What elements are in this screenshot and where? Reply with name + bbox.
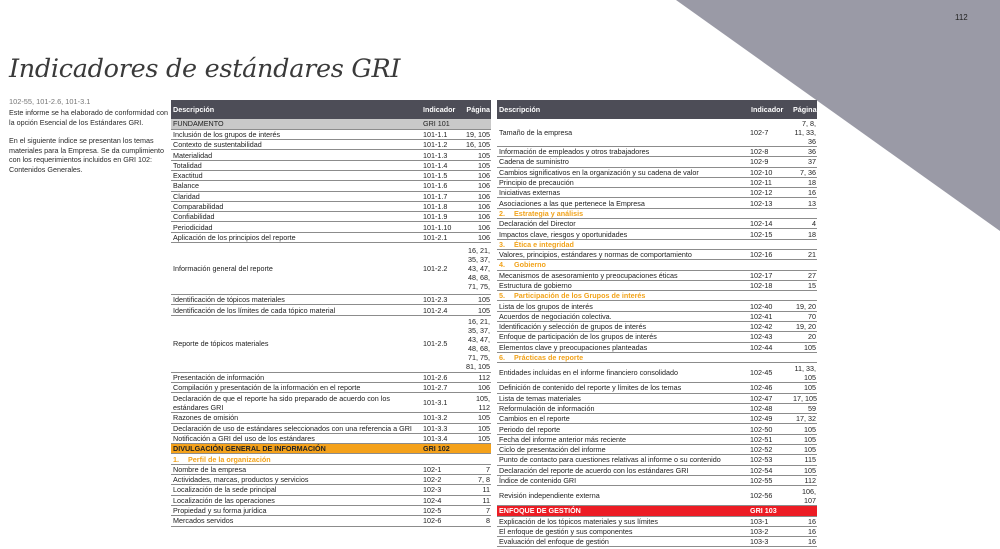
- cell-page: 13: [791, 198, 817, 208]
- cell-description: Reformulación de información: [497, 403, 749, 413]
- cell-indicator: 102-40: [749, 301, 791, 311]
- table-row: [497, 147, 817, 157]
- cell-indicator: 102-9: [749, 157, 791, 167]
- cell-page: [463, 119, 491, 129]
- cell-indicator: 102-52: [749, 445, 791, 455]
- cell-page: 11: [463, 485, 491, 495]
- cell-page: 105: [791, 434, 817, 444]
- cell-page: 105: [463, 413, 491, 423]
- subsection-label: Estrategia y análisis: [514, 208, 584, 218]
- table-row: [171, 475, 491, 485]
- cell-page: [791, 506, 817, 516]
- header-page: Página: [463, 100, 491, 119]
- cell-page: 105: [791, 342, 817, 352]
- table-row: [497, 414, 817, 424]
- subsection-row: [171, 454, 491, 464]
- table-row: [171, 495, 491, 505]
- table-row: [171, 222, 491, 232]
- cell-page: 105: [463, 160, 491, 170]
- cell-description: Índice de contenido GRI: [497, 475, 749, 485]
- table-row: [171, 170, 491, 180]
- cell-indicator: 101-1.7: [421, 191, 463, 201]
- cell-indicator: GRI 102: [421, 444, 463, 454]
- cell-description: Acuerdos de negociación colectiva.: [497, 311, 749, 321]
- table-row: [497, 301, 817, 311]
- cell-indicator: 102-17: [749, 270, 791, 280]
- cell-page: 19, 20: [791, 322, 817, 332]
- subsection-row: [497, 260, 817, 270]
- cell-indicator: 102-3: [421, 485, 463, 495]
- header-page: Página: [791, 100, 817, 119]
- cell-description: Declaración del Director: [497, 219, 749, 229]
- cell-page: 70: [791, 311, 817, 321]
- table-row: [171, 181, 491, 191]
- page-number: 112: [955, 13, 968, 22]
- subsection-label: Ética e integridad: [514, 239, 574, 249]
- table-row: [497, 526, 817, 536]
- section-row: [497, 506, 817, 516]
- cell-indicator: 103-1: [749, 516, 791, 526]
- cell-page: 106, 107: [791, 486, 817, 506]
- cell-description: Cambios significativos en la organización y su cadena de valor: [497, 167, 749, 177]
- subsection-label: Participación de los Grupos de interés: [514, 291, 646, 301]
- cell-page: 17, 105: [793, 393, 817, 403]
- cell-description: DIVULGACIÓN GENERAL DE INFORMACIÓN: [171, 444, 421, 454]
- table-row: [171, 295, 491, 305]
- cell-description: Totalidad: [171, 160, 421, 170]
- cell-description: Contexto de sustentabilidad: [171, 140, 421, 150]
- cell-description: Notificación a GRI del uso de los estándares: [171, 433, 421, 443]
- cell-page: 106: [463, 232, 491, 242]
- cell-indicator: 101-1.5: [421, 170, 463, 180]
- cell-description: Claridad: [171, 191, 421, 201]
- cell-page: 106: [463, 382, 491, 392]
- table-row: [497, 219, 817, 229]
- cell-description: El enfoque de gestión y sus componentes: [497, 526, 749, 536]
- cell-description: Balance: [171, 181, 421, 191]
- table-row: [497, 424, 817, 434]
- cell-description: Explicación de los tópicos materiales y sus límites: [497, 516, 749, 526]
- cell-indicator: 102-56: [749, 486, 791, 506]
- cell-description: Asociaciones a las que pertenece la Empresa: [497, 198, 749, 208]
- cell-page: 27: [791, 270, 817, 280]
- subsection-number: 2.: [499, 208, 505, 218]
- cell-indicator: 102-44: [749, 342, 791, 352]
- cell-description: Aplicación de los principios del reporte: [171, 232, 421, 242]
- table-row: [497, 177, 817, 187]
- cell-indicator: 102-15: [749, 229, 791, 239]
- cell-page: 19, 20: [791, 301, 817, 311]
- cell-page: 7, 8: [463, 475, 491, 485]
- table-row: [497, 445, 817, 455]
- cell-indicator: 102-5: [421, 505, 463, 515]
- table-row: [497, 198, 817, 208]
- table-row: [497, 249, 817, 259]
- cell-description: Elementos clave y preocupaciones planteadas: [497, 342, 749, 352]
- header-indicator: Indicador: [749, 100, 791, 119]
- table-row: [497, 270, 817, 280]
- table-row: [497, 455, 817, 465]
- table-header: [497, 100, 817, 119]
- cell-indicator: 102-13: [749, 198, 791, 208]
- cell-description: Principio de precaución: [497, 177, 749, 187]
- cell-page: 16: [791, 516, 817, 526]
- cell-description: Impactos clave, riesgos y oportunidades: [497, 229, 749, 239]
- cell-indicator: 101-1.6: [421, 181, 463, 191]
- subsection-row: [497, 208, 817, 218]
- table-row: [497, 363, 817, 383]
- cell-indicator: 102-54: [749, 465, 791, 475]
- subsection-row: [497, 291, 817, 301]
- table-row: [171, 372, 491, 382]
- table-row: [171, 129, 491, 139]
- header-description: Descripción: [171, 100, 421, 119]
- table-row: [497, 403, 817, 413]
- cell-page: 106: [463, 170, 491, 180]
- cell-page: 20: [791, 332, 817, 342]
- table-row: [497, 486, 817, 506]
- cell-indicator: 101-2.7: [421, 382, 463, 392]
- cell-description: Entidades incluidas en el informe financiero consolidado: [497, 363, 749, 383]
- table-row: [171, 505, 491, 515]
- table-row: [171, 160, 491, 170]
- cell-indicator: 102-55: [749, 475, 791, 485]
- subsection-number: 4.: [499, 260, 505, 270]
- subsection-row: [497, 352, 817, 362]
- cell-indicator: 102-10: [749, 167, 791, 177]
- cell-page: 106: [463, 191, 491, 201]
- cell-indicator: 101-3.2: [421, 413, 463, 423]
- cell-indicator: GRI 103: [749, 506, 791, 516]
- cell-indicator: 102-47: [749, 393, 791, 403]
- subsection-label: Perfil de la organización: [188, 454, 271, 464]
- gri-index-table-right: [497, 100, 817, 547]
- cell-description: Tamaño de la empresa: [497, 119, 749, 147]
- cell-indicator: 101-1.9: [421, 212, 463, 222]
- cell-page: 106: [463, 212, 491, 222]
- cell-page: 59: [791, 403, 817, 413]
- cell-indicator: 102-51: [749, 434, 791, 444]
- table-row: [497, 280, 817, 290]
- cell-description: Cadena de suministro: [497, 157, 749, 167]
- cell-description: Fecha del informe anterior más reciente: [497, 434, 749, 444]
- cell-description: Actividades, marcas, productos y servicios: [171, 475, 421, 485]
- cell-description: Cambios en el reporte: [497, 414, 749, 424]
- subsection-row: [497, 239, 817, 249]
- cell-description: Revisión independiente externa: [497, 486, 749, 506]
- cell-indicator: 102-43: [749, 332, 791, 342]
- cell-indicator: 102-12: [749, 188, 791, 198]
- cell-description: Comparabilidad: [171, 201, 421, 211]
- cell-description: Nombre de la empresa: [171, 464, 421, 474]
- cell-page: [463, 444, 491, 454]
- cell-description: Identificación de tópicos materiales: [171, 295, 421, 305]
- cell-page: 112: [463, 372, 491, 382]
- subsection-title: [497, 260, 817, 270]
- table-row: [171, 305, 491, 315]
- cell-page: 17, 32: [791, 414, 817, 424]
- cell-description: Periodicidad: [171, 222, 421, 232]
- cell-page: 16, 21, 35, 37, 43, 47, 48, 68, 71, 75, 81, 105: [463, 315, 491, 372]
- cell-description: Iniciativas externas: [497, 188, 749, 198]
- cell-page: 11: [463, 495, 491, 505]
- cell-page: 7: [463, 464, 491, 474]
- cell-indicator: 102-2: [421, 475, 463, 485]
- table-row: [497, 434, 817, 444]
- cell-page: 16, 21, 35, 37, 43, 47, 48, 68, 71, 75,: [463, 243, 491, 295]
- cell-indicator: 102-50: [749, 424, 791, 434]
- subsection-title: [497, 208, 817, 218]
- table-row: [497, 383, 817, 393]
- cell-page: 21: [791, 249, 817, 259]
- table-row: [497, 157, 817, 167]
- table-row: [171, 464, 491, 474]
- cell-description: Inclusión de los grupos de interés: [171, 129, 421, 139]
- table-row: [171, 516, 491, 526]
- cell-indicator: 101-2.4: [421, 305, 463, 315]
- cell-page: 11, 33, 105: [791, 363, 817, 383]
- subsection-number: 5.: [499, 291, 505, 301]
- subsection-number: 3.: [499, 239, 505, 249]
- table-row: [171, 393, 491, 413]
- cell-description: FUNDAMENTO: [171, 119, 421, 129]
- table-row: [497, 229, 817, 239]
- cell-page: 7, 8, 11, 33, 36: [791, 119, 817, 147]
- cell-page: 105: [463, 150, 491, 160]
- cell-indicator: 101-2.6: [421, 372, 463, 382]
- table-row: [171, 212, 491, 222]
- cell-indicator: 101-3.4: [421, 433, 463, 443]
- cell-page: 7: [463, 505, 491, 515]
- table-row: [497, 342, 817, 352]
- section-row: [171, 119, 491, 129]
- cell-indicator: 101-1.4: [421, 160, 463, 170]
- cell-page: 8: [463, 516, 491, 526]
- table-row: [171, 433, 491, 443]
- cell-indicator: 102-53: [749, 455, 791, 465]
- cell-indicator: 102-46: [749, 383, 791, 393]
- cell-indicator: 102-42: [749, 322, 791, 332]
- gri-codes: 102-55, 101-2.6, 101-3.1: [9, 97, 91, 106]
- table-row: [497, 311, 817, 321]
- cell-page: 18: [791, 229, 817, 239]
- cell-indicator: 102-6: [421, 516, 463, 526]
- cell-description: Confiabilidad: [171, 212, 421, 222]
- table-row: [171, 413, 491, 423]
- cell-page: 19, 105: [463, 129, 491, 139]
- cell-indicator: 102-16: [749, 249, 791, 259]
- gri-index-table-left: [171, 100, 491, 527]
- cell-description: Estructura de gobierno: [497, 280, 749, 290]
- cell-page: 105: [791, 445, 817, 455]
- cell-page: 16: [791, 526, 817, 536]
- cell-indicator: 102-14: [749, 219, 791, 229]
- subsection-title: [497, 239, 817, 249]
- cell-description: Localización de las operaciones: [171, 495, 421, 505]
- cell-page: 105: [791, 424, 817, 434]
- cell-description: Lista de los grupos de interés: [497, 301, 749, 311]
- subsection-label: Gobierno: [514, 260, 546, 270]
- intro-paragraph: En el siguiente índice se presentan los temas materiales para la Empresa. Se da cumplimiento con los requerimientos incluidos en GRI 102: Contenidos Generales.: [9, 136, 165, 174]
- cell-description: Identificación y selección de grupos de interés: [497, 322, 749, 332]
- subsection-title: [171, 454, 491, 464]
- cell-description: Definición de contenido del reporte y límites de los temas: [497, 383, 749, 393]
- cell-indicator: 101-1.10: [421, 222, 463, 232]
- cell-description: Lista de temas materiales: [497, 393, 749, 403]
- cell-page: 37: [791, 157, 817, 167]
- cell-indicator: 101-1.8: [421, 201, 463, 211]
- table-row: [171, 150, 491, 160]
- cell-description: Evaluación del enfoque de gestión: [497, 537, 749, 547]
- table-row: [171, 423, 491, 433]
- cell-description: Declaración del reporte de acuerdo con los estándares GRI: [497, 465, 749, 475]
- cell-indicator: 102-7: [749, 119, 791, 147]
- cell-description: Materialidad: [171, 150, 421, 160]
- cell-indicator: 102-4: [421, 495, 463, 505]
- cell-indicator: 101-2.1: [421, 232, 463, 242]
- cell-description: Valores, principios, estándares y normas de comportamiento: [497, 249, 749, 259]
- intro-paragraph: Este informe se ha elaborado de conformidad con la opción Esencial de los Estándares GRI.: [9, 108, 169, 127]
- cell-page: 106: [463, 201, 491, 211]
- subsection-number: 6.: [499, 353, 505, 363]
- cell-description: Exactitud: [171, 170, 421, 180]
- cell-page: 112: [791, 475, 817, 485]
- cell-page: 105: [463, 423, 491, 433]
- cell-indicator: 101-2.5: [421, 315, 463, 372]
- cell-description: Periodo del reporte: [497, 424, 749, 434]
- cell-indicator: 101-2.2: [421, 243, 463, 295]
- cell-page: 105: [791, 465, 817, 475]
- table-row: [171, 201, 491, 211]
- cell-description: Compilación y presentación de la información en el reporte: [171, 382, 421, 392]
- cell-page: 36: [791, 147, 817, 157]
- cell-page: 105: [463, 305, 491, 315]
- header-description: Descripción: [497, 100, 749, 119]
- cell-indicator: 101-1.3: [421, 150, 463, 160]
- table-row: [497, 322, 817, 332]
- table-row: [497, 537, 817, 547]
- table-row: [497, 465, 817, 475]
- cell-indicator: 102-41: [749, 311, 791, 321]
- cell-page: 18: [791, 177, 817, 187]
- cell-description: Propiedad y su forma jurídica: [171, 505, 421, 515]
- cell-description: Enfoque de participación de los grupos de interés: [497, 332, 749, 342]
- cell-description: Presentación de información: [171, 372, 421, 382]
- cell-page: 15: [791, 280, 817, 290]
- cell-indicator: 101-1.2: [421, 140, 463, 150]
- section-row: [171, 444, 491, 454]
- cell-indicator: 102-18: [749, 280, 791, 290]
- cell-description: Reporte de tópicos materiales: [171, 315, 421, 372]
- table-row: [497, 393, 817, 403]
- cell-description: Razones de omisión: [171, 413, 421, 423]
- cell-page: 4: [791, 219, 817, 229]
- cell-page: 105, 112: [463, 393, 491, 413]
- cell-page: 105: [463, 433, 491, 443]
- cell-page: 106: [463, 181, 491, 191]
- cell-page: 105: [463, 295, 491, 305]
- cell-page: 105: [791, 383, 817, 393]
- cell-page: 106: [463, 222, 491, 232]
- cell-description: Identificación de los límites de cada tópico material: [171, 305, 421, 315]
- table-row: [171, 232, 491, 242]
- cell-indicator: 102-1: [421, 464, 463, 474]
- cell-indicator: GRI 101: [421, 119, 463, 129]
- subsection-title: [497, 352, 817, 362]
- cell-description: Declaración de que el reporte ha sido preparado de acuerdo con los estándares GRI: [171, 393, 421, 413]
- cell-indicator: 102-48: [749, 403, 791, 413]
- table-row: [497, 167, 817, 177]
- table-row: [171, 485, 491, 495]
- cell-description: Declaración de uso de estándares seleccionados con una referencia a GRI: [171, 423, 421, 433]
- cell-page: 16, 105: [463, 140, 491, 150]
- cell-description: Localización de la sede principal: [171, 485, 421, 495]
- cell-indicator: 103-2: [749, 526, 791, 536]
- table-row: [171, 382, 491, 392]
- cell-description: Punto de contacto para cuestiones relativas al informe o su contenido: [497, 455, 749, 465]
- table-row: [497, 332, 817, 342]
- cell-indicator: 102-49: [749, 414, 791, 424]
- table-row: [497, 516, 817, 526]
- cell-page: 115: [791, 455, 817, 465]
- cell-indicator: 101-3.1: [421, 393, 463, 413]
- subsection-label: Prácticas de reporte: [514, 353, 584, 363]
- cell-indicator: 102-8: [749, 147, 791, 157]
- subsection-title: [497, 291, 817, 301]
- header-indicator: Indicador: [421, 100, 463, 119]
- cell-description: Información de empleados y otros trabajadores: [497, 147, 749, 157]
- cell-description: ENFOQUE DE GESTIÓN: [497, 506, 749, 516]
- cell-indicator: 102-45: [749, 363, 791, 383]
- subsection-number: 1.: [173, 454, 179, 464]
- table-row: [171, 140, 491, 150]
- table-row: [171, 191, 491, 201]
- cell-indicator: 101-2.3: [421, 295, 463, 305]
- table-row: [171, 315, 491, 372]
- cell-description: Ciclo de presentación del informe: [497, 445, 749, 455]
- cell-indicator: 101-1.1: [421, 129, 463, 139]
- table-row: [171, 243, 491, 295]
- table-row: [497, 188, 817, 198]
- table-row: [497, 475, 817, 485]
- cell-page: 16: [791, 537, 817, 547]
- cell-description: Mercados servidos: [171, 516, 421, 526]
- cell-indicator: 103-3: [749, 537, 791, 547]
- cell-description: Información general del reporte: [171, 243, 421, 295]
- cell-page: 7, 36: [791, 167, 817, 177]
- cell-indicator: 101-3.3: [421, 423, 463, 433]
- table-row: [497, 119, 817, 147]
- cell-indicator: 102-11: [749, 177, 791, 187]
- intro-text: [9, 108, 169, 184]
- cell-page: 16: [791, 188, 817, 198]
- cell-description: Mecanismos de asesoramiento y preocupaciones éticas: [497, 270, 749, 280]
- table-header: [171, 100, 491, 119]
- page-title: Indicadores de estándares GRI: [9, 54, 401, 84]
